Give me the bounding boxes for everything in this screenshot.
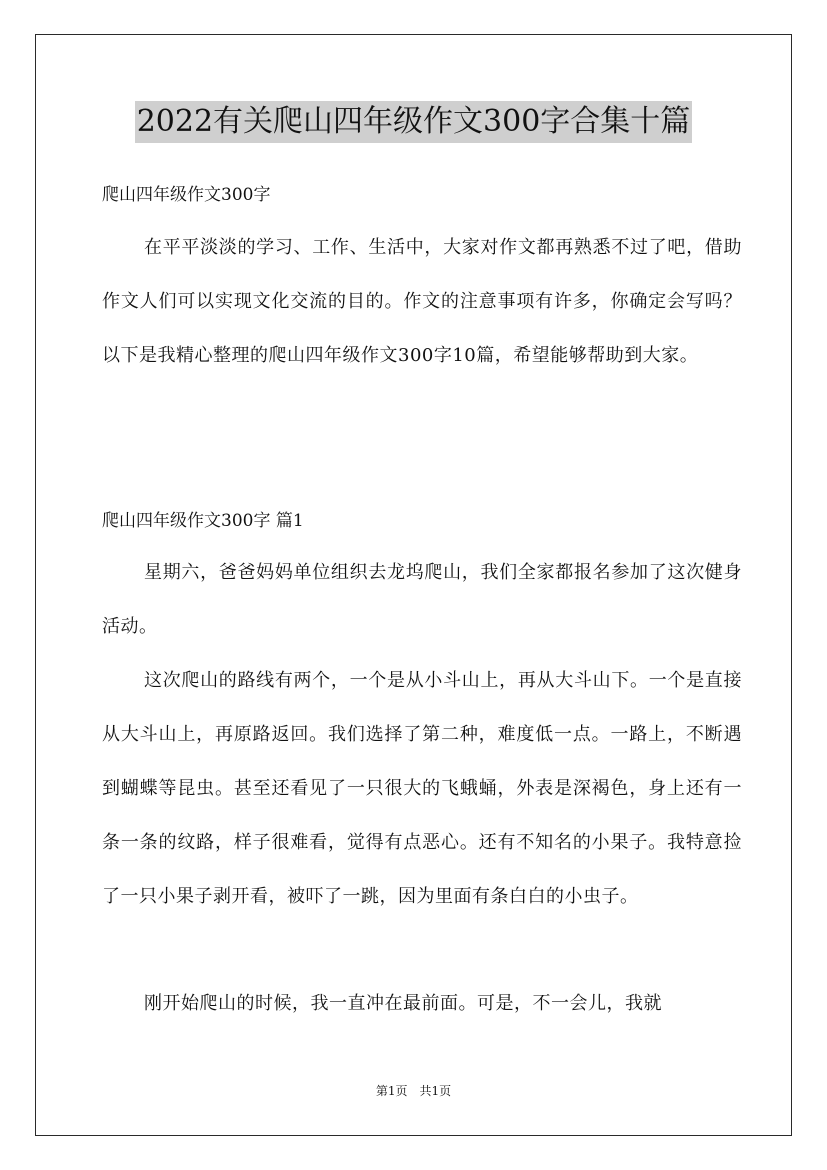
document-title bbox=[0, 101, 827, 143]
body-paragraph: 这次爬山的路线有两个，一个是从小斗山上，再从大斗山下。一个是直接从大斗山上，再原路返回。我们选择了第二种，难度低一点。一路上，不断遇到蝴蝶等昆虫。甚至还看见了一只很大的飞蛾蛹，外表是深褐色，身上还有一条一条的纹路，样子很难看，觉得有点恶心。还有不知名的小果子。我特意捡了一只小果子剥开看，被吓了一跳，因为里面有条白白的小虫子。 bbox=[102, 670, 742, 907]
intro-paragraph: 在平平淡淡的学习、工作、生活中，大家对作文都再熟悉不过了吧，借助作文人们可以实现文化交流的目的。作文的注意事项有许多，你确定会写吗？以下是我精心整理的爬山四年级作文300字10篇，希望能够帮助到大家。 bbox=[102, 237, 742, 366]
section-heading: 爬山四年级作文300字 篇1 bbox=[102, 511, 304, 531]
page-total: 共1页 bbox=[419, 1084, 452, 1098]
page-number: 第1页 bbox=[375, 1084, 408, 1098]
body-paragraph: 星期六，爸爸妈妈单位组织去龙坞爬山，我们全家都报名参加了这次健身活动。 bbox=[102, 562, 742, 637]
body-paragraph: 刚开始爬山的时候，我一直冲在最前面。可是，不一会儿，我就 bbox=[144, 993, 662, 1014]
page-footer bbox=[0, 1083, 827, 1099]
document-title-text: 2022有关爬山四年级作文300字合集十篇 bbox=[135, 101, 693, 143]
intro-heading: 爬山四年级作文300字 bbox=[102, 185, 271, 205]
